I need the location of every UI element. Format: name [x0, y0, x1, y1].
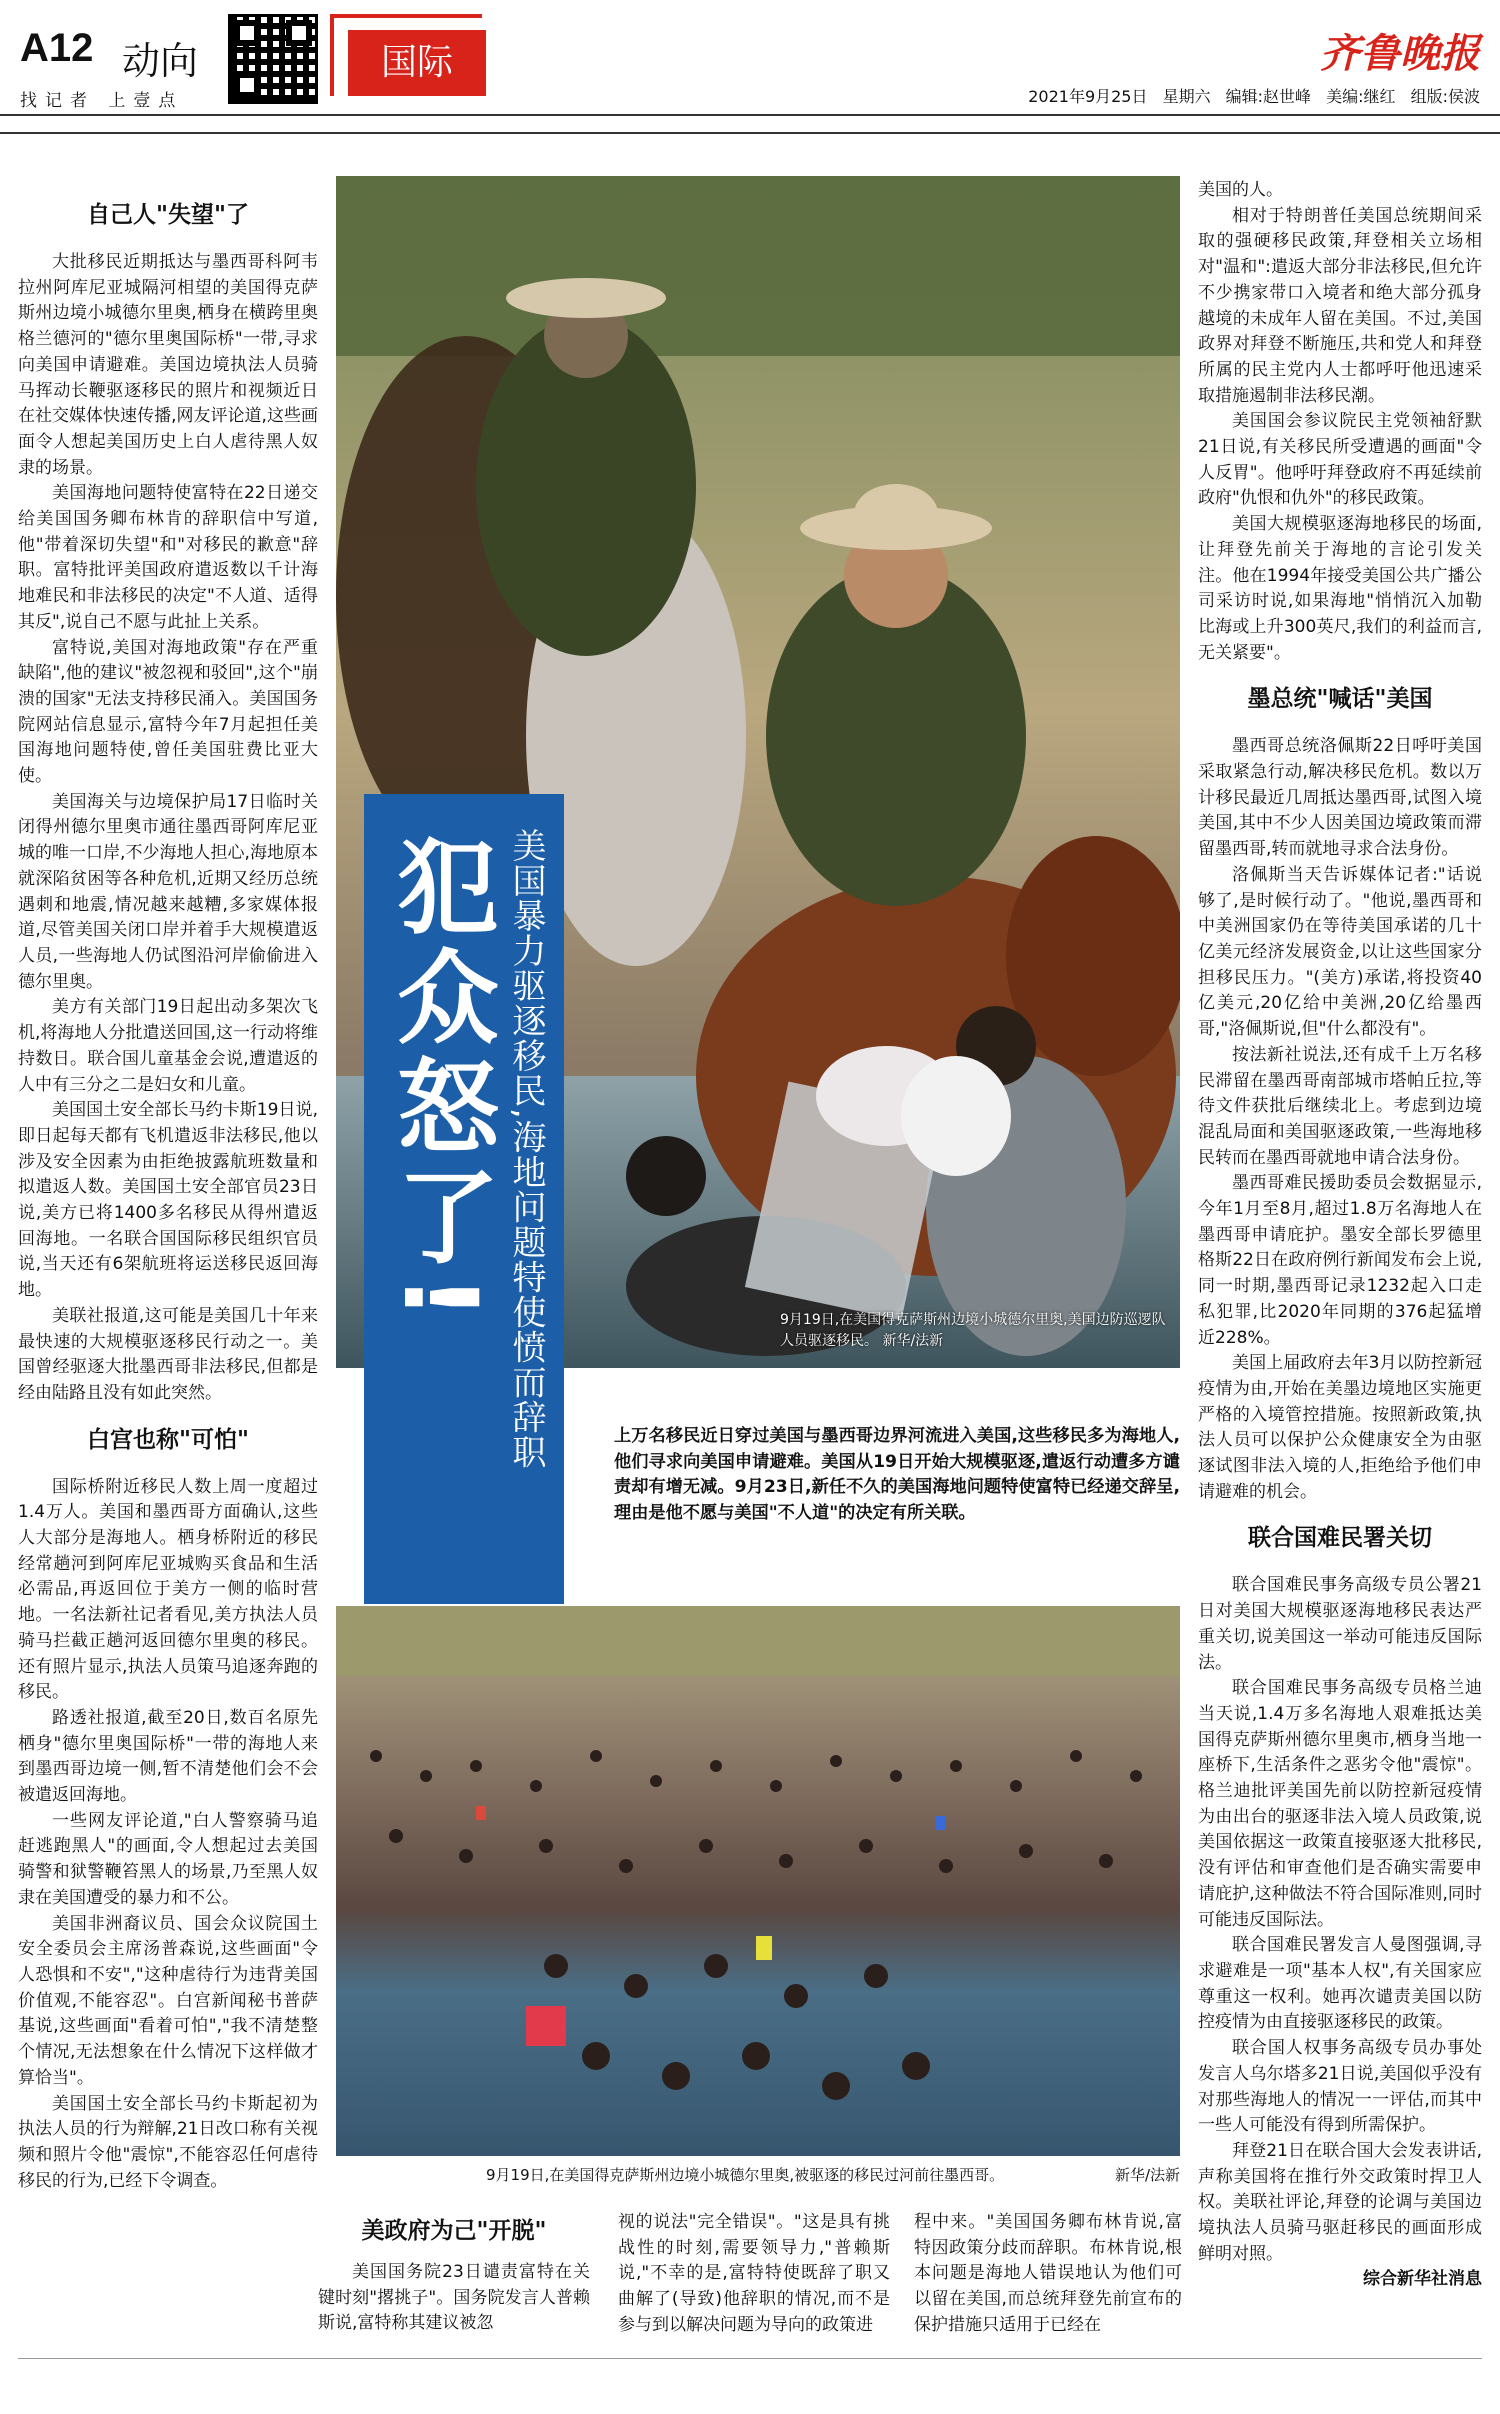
paragraph: 美国非洲裔议员、国会众议院国土安全委员会主席汤普森说,这些画面"令人恐惧和不安","这种虐待行为违背美国价值观,不能容忍"。白宫新闻秘书普萨基说,这些画面"看着可怕","我不清楚整个情况,无法想象在什么情况下这样做才算恰当"。: [18, 1913, 318, 2088]
paragraph: 美方有关部门19日起出动多架次飞机,将海地人分批遣送回国,这一行动将维持数日。联合国儿童基金会说,遭遣返的人中有三分之二是妇女和儿童。: [18, 997, 318, 1095]
paragraph: 一些网友评论道,"白人警察骑马追赶逃跑黑人"的画面,令人想起过去美国骑警和狱警鞭笞黑人的场景,乃至黑人奴隶在美国遭受的暴力和不公。: [18, 1810, 318, 1908]
paragraph: 联合国难民事务高级专员格兰迪当天说,1.4万多名海地人艰难抵达美国得克萨斯州德尔里奥市,栖身当地一座桥下,生活条件之恶劣令他"震惊"。格兰迪批评美国先前以防控新冠疫情为由出台的驱逐非法入境人员政策,说美国依据这一政策直接驱逐大批移民,没有评估和审查他们是否确实需要申请庇护,这种做法不符合国际准则,同时可能违反国际法。: [1198, 1678, 1482, 1930]
paragraph: 墨西哥难民援助委员会数据显示,今年1月至8月,超过1.8万名海地人在墨西哥申请庇护。墨安全部长罗德里格斯22日在政府例行新闻发布会上说,同一时期,墨西哥记录1232起入口走私犯罪,比2020年同期的376起猛增近228%。: [1198, 1173, 1482, 1348]
reporter-slogan: 找记者 上壹点: [20, 91, 184, 111]
paragraph: 视的说法"完全错误"。"这是具有挑战性的时刻,需要领导力,"普赖斯说,"不幸的是,富特特使既辞了职又曲解了(导致)他辞职的情况,而不是参与到以解决问题为导向的政策进: [618, 2212, 890, 2335]
photo2-caption: 9月19日,在美国得克萨斯州边境小城德尔里奥,被驱逐的移民过河前往墨西哥。: [486, 2166, 1005, 2184]
headline-subtitle: 美国暴力驱逐移民,海地问题特使愤而辞职: [506, 828, 546, 1470]
photo2-credit: 新华/法新: [1114, 2166, 1180, 2184]
lead-paragraph: 上万名移民近日穿过美国与墨西哥边界河流进入美国,这些移民多为海地人,他们寻求向美国申请避难。美国从19日开始大规模驱逐,遣返行动遭多方谴责却有增无减。9月23日,新任不久的美国海地问题特使富特已经递交辞呈,理由是他不愿与美国"不人道"的决定有所关联。: [614, 1426, 1180, 1523]
qr-code-icon[interactable]: [228, 14, 318, 104]
paragraph: 洛佩斯当天告诉媒体记者:"话说够了,是时候行动了。"他说,墨西哥和中美洲国家仍在等待美国承诺的几十亿美元经济发展资金,以让这些国家分担移民压力。"(美方)承诺,将投资40亿美元,20亿给中美洲,20亿给墨西哥,"洛佩斯说,但"什么都没有"。: [1198, 864, 1482, 1040]
paragraph: 联合国难民事务高级专员公署21日对美国大规模驱逐海地移民表达严重关切,说美国这一举动可能违反国际法。: [1198, 1575, 1482, 1673]
paragraph: 国际桥附近移民人数上周一度超过1.4万人。美国和墨西哥方面确认,这些人大部分是海地人。栖身桥附近的移民经常趟河到阿库尼亚城购买食品和生活必需品,再返回位于美方一侧的临时营地。一名法新社记者看见,美方执法人员骑马拦截正趟河返回德尔里奥的移民。还有照片显示,执法人员策马追逐奔跑的移民。: [18, 1476, 318, 1703]
newspaper-logo: 齐鲁晚报: [1320, 30, 1480, 77]
paragraph: 美国海地问题特使富特在22日递交给美国国务卿布林肯的辞职信中写道,他"带着深切失望"和"对移民的歉意"辞职。富特批评美国政府遣返数以千计海地难民和非法移民的决定"不人道、适得其反",说自己不愿与此扯上关系。: [18, 483, 318, 632]
paragraph: 美国国土安全部长马约卡斯19日说,即日起每天都有飞机遣返非法移民,他以涉及安全因素为由拒绝披露航班数量和拟遣返人数。美国国土安全部官员23日说,美方已将1400多名移民从得州遣返回海地。一名联合国国际移民组织官员说,当天还有6架航班将运送移民返回海地。: [18, 1100, 318, 1301]
subheading-mexico: 墨总统"喊话"美国: [1247, 686, 1433, 713]
paragraph: 相对于特朗普任美国总统期间采取的强硬移民政策,拜登相关立场相对"温和":遣返大部分非法移民,但允许不少携家带口入境者和绝大部分孤身越境的未成年人留在美国。不过,美国政界对拜登不断施压,共和党人和拜登所属的民主党内人士都呼吁他迅速采取措施遏制非法移民潮。: [1198, 205, 1482, 406]
paragraph: 大批移民近期抵达与墨西哥科阿韦拉州阿库尼亚城隔河相望的美国得克萨斯州边境小城德尔里奥,栖身在横跨里奥格兰德河的"德尔里奥国际桥"一带,寻求向美国申请避难。美国边境执法人员骑马挥动长鞭驱逐移民的照片和视频近日在社交媒体快速传播,网友评论道,这些画面令人想起美国历史上白人虐待黑人奴隶的场景。: [18, 252, 318, 478]
paragraph: 墨西哥总统洛佩斯22日呼吁美国采取紧急行动,解决移民危机。数以万计移民最近几周抵达墨西哥,试图入境美国,其中不少人因美国边境政策而滞留墨西哥,转而就地寻求合法身份。: [1198, 736, 1482, 860]
photo-migrants-crossing-river: [336, 1606, 1180, 2156]
subheading-us-government: 美政府为己"开脱": [361, 2218, 547, 2244]
paragraph: 美国国会参议院民主党领袖舒默21日说,有关移民所受遭遇的画面"令人反胃"。他呼吁拜登政府不再延续前政府"仇恨和仇外"的移民政策。: [1198, 411, 1482, 509]
paragraph: 美国上届政府去年3月以防控新冠疫情为由,开始在美墨边境地区实施更严格的入境管控措施。按照新政策,执法人员可以保护公众健康安全为由驱逐试图非法入境的人,拒绝给予他们申请避难的机会。: [1198, 1353, 1482, 1502]
paragraph: 美国的人。: [1198, 180, 1283, 200]
paragraph: 美联社报道,这可能是美国几十年来最快速的大规模驱逐移民行动之一。美国曾经驱逐大批墨西哥非法移民,但都是经由陆路且没有如此突然。: [18, 1305, 318, 1403]
subheading-unhcr: 联合国难民署关切: [1248, 1525, 1432, 1552]
paragraph: 路透社报道,截至20日,数百名原先栖身"德尔里奥国际桥"一带的海地人来到墨西哥边境一侧,暂不清楚他们会不会被遣返回海地。: [18, 1707, 318, 1806]
byline: 综合新华社消息: [1363, 2269, 1482, 2290]
paragraph: 富特说,美国对海地政策"存在严重缺陷",他的建议"被忽视和驳回",这个"崩溃的国家"无法支持移民涌入。美国国务院网站信息显示,富特今年7月起担任美国海地问题特使,曾任美国驻费比亚大使。: [18, 637, 318, 787]
page-number: A12: [20, 26, 94, 70]
paragraph: 按法新社说法,还有成千上万名移民滞留在墨西哥南部城市塔帕丘拉,等待文件获批后继续北上。考虑到边境混乱局面和美国驱逐政策,一些海地移民转而在墨西哥就地申请合法身份。: [1198, 1044, 1482, 1168]
header-rule: [0, 114, 1500, 116]
footer-rule: [18, 2358, 1482, 2359]
bottom-col-1: [318, 2206, 590, 2337]
bottom-col-2: [618, 2210, 890, 2339]
page-header: [0, 0, 1500, 120]
paragraph: 程中来。"美国国务卿布林肯说,富特因政策分歧而辞职。布林肯说,根本问题是海地人错误地认为他们可以留在美国,而总统拜登先前宣布的保护措施只适用于已经在: [914, 2212, 1182, 2335]
subheading-whitehouse: 白宫也称"可怕": [87, 1426, 249, 1453]
paragraph: 美国海关与边境保护局17日临时关闭得州德尔里奥市通往墨西哥阿库尼亚城的唯一口岸,不少海地人担心,海地原本就深陷贫困等各种危机,近期又经历总统遇刺和地震,情况越来越糟,多家媒体报道,尽管美国关闭口岸并着手大规模遣返人员,一些海地人仍试图沿河岸偷偷进入德尔里奥。: [18, 791, 318, 992]
right-column: [1198, 178, 1482, 2293]
subheading-disappointed: 自己人"失望"了: [87, 202, 249, 228]
bottom-col-3: [914, 2210, 1182, 2339]
paragraph: 美国大规模驱逐海地移民的场面,让拜登先前关于海地的言论引发关注。他在1994年接受美国公共广播公司采访时说,如果海地"悄悄沉入加勒比海或上升300英尺,我们的利益而言,无关紧要"。: [1198, 514, 1482, 663]
paragraph: 联合国人权事务高级专员办事处发言人乌尔塔多21日说,美国似乎没有对那些海地人的情况一一评估,而其中一些人可能没有得到所需保护。: [1198, 2038, 1482, 2136]
issue-meta: 2021年9月25日 星期六 编辑:赵世峰 美编:继红 组版:侯波: [1028, 87, 1480, 106]
photo1-caption: 9月19日,在美国得克萨斯州边境小城德尔里奥,美国边防巡逻队人员驱逐移民。 新华/法新: [780, 1312, 1166, 1349]
left-column: [18, 182, 318, 2194]
paragraph: 联合国难民署发言人曼图强调,寻求避难是一项"基本人权",有关国家应尊重这一权利。她再次谴责美国以防控疫情为由直接驱逐移民的政策。: [1198, 1935, 1482, 2033]
section-name: 动向: [122, 39, 199, 83]
section-tab: 国际: [348, 30, 486, 96]
headline-title: 犯众怒了!: [380, 834, 499, 1329]
paragraph: 美国国务院23日谴责富特在关键时刻"撂挑子"。国务院发言人普赖斯说,富特称其建议被忽: [318, 2262, 590, 2334]
photo2-caption-row: [486, 2164, 1180, 2186]
header-rule-2: [0, 132, 1500, 134]
headline-box: [364, 794, 564, 1604]
paragraph: 美国国土安全部长马约卡斯起初为执法人员的行为辩解,21日改口称有关视频和照片令他"震惊",不能容忍任何虐待移民的行为,已经下令调查。: [18, 2093, 318, 2191]
paragraph: 拜登21日在联合国大会发表讲话,声称美国将在推行外交政策时捍卫人权。美联社评论,拜登的论调与美国边境执法人员骑马驱赶移民的画面形成鲜明对照。: [1198, 2140, 1482, 2264]
